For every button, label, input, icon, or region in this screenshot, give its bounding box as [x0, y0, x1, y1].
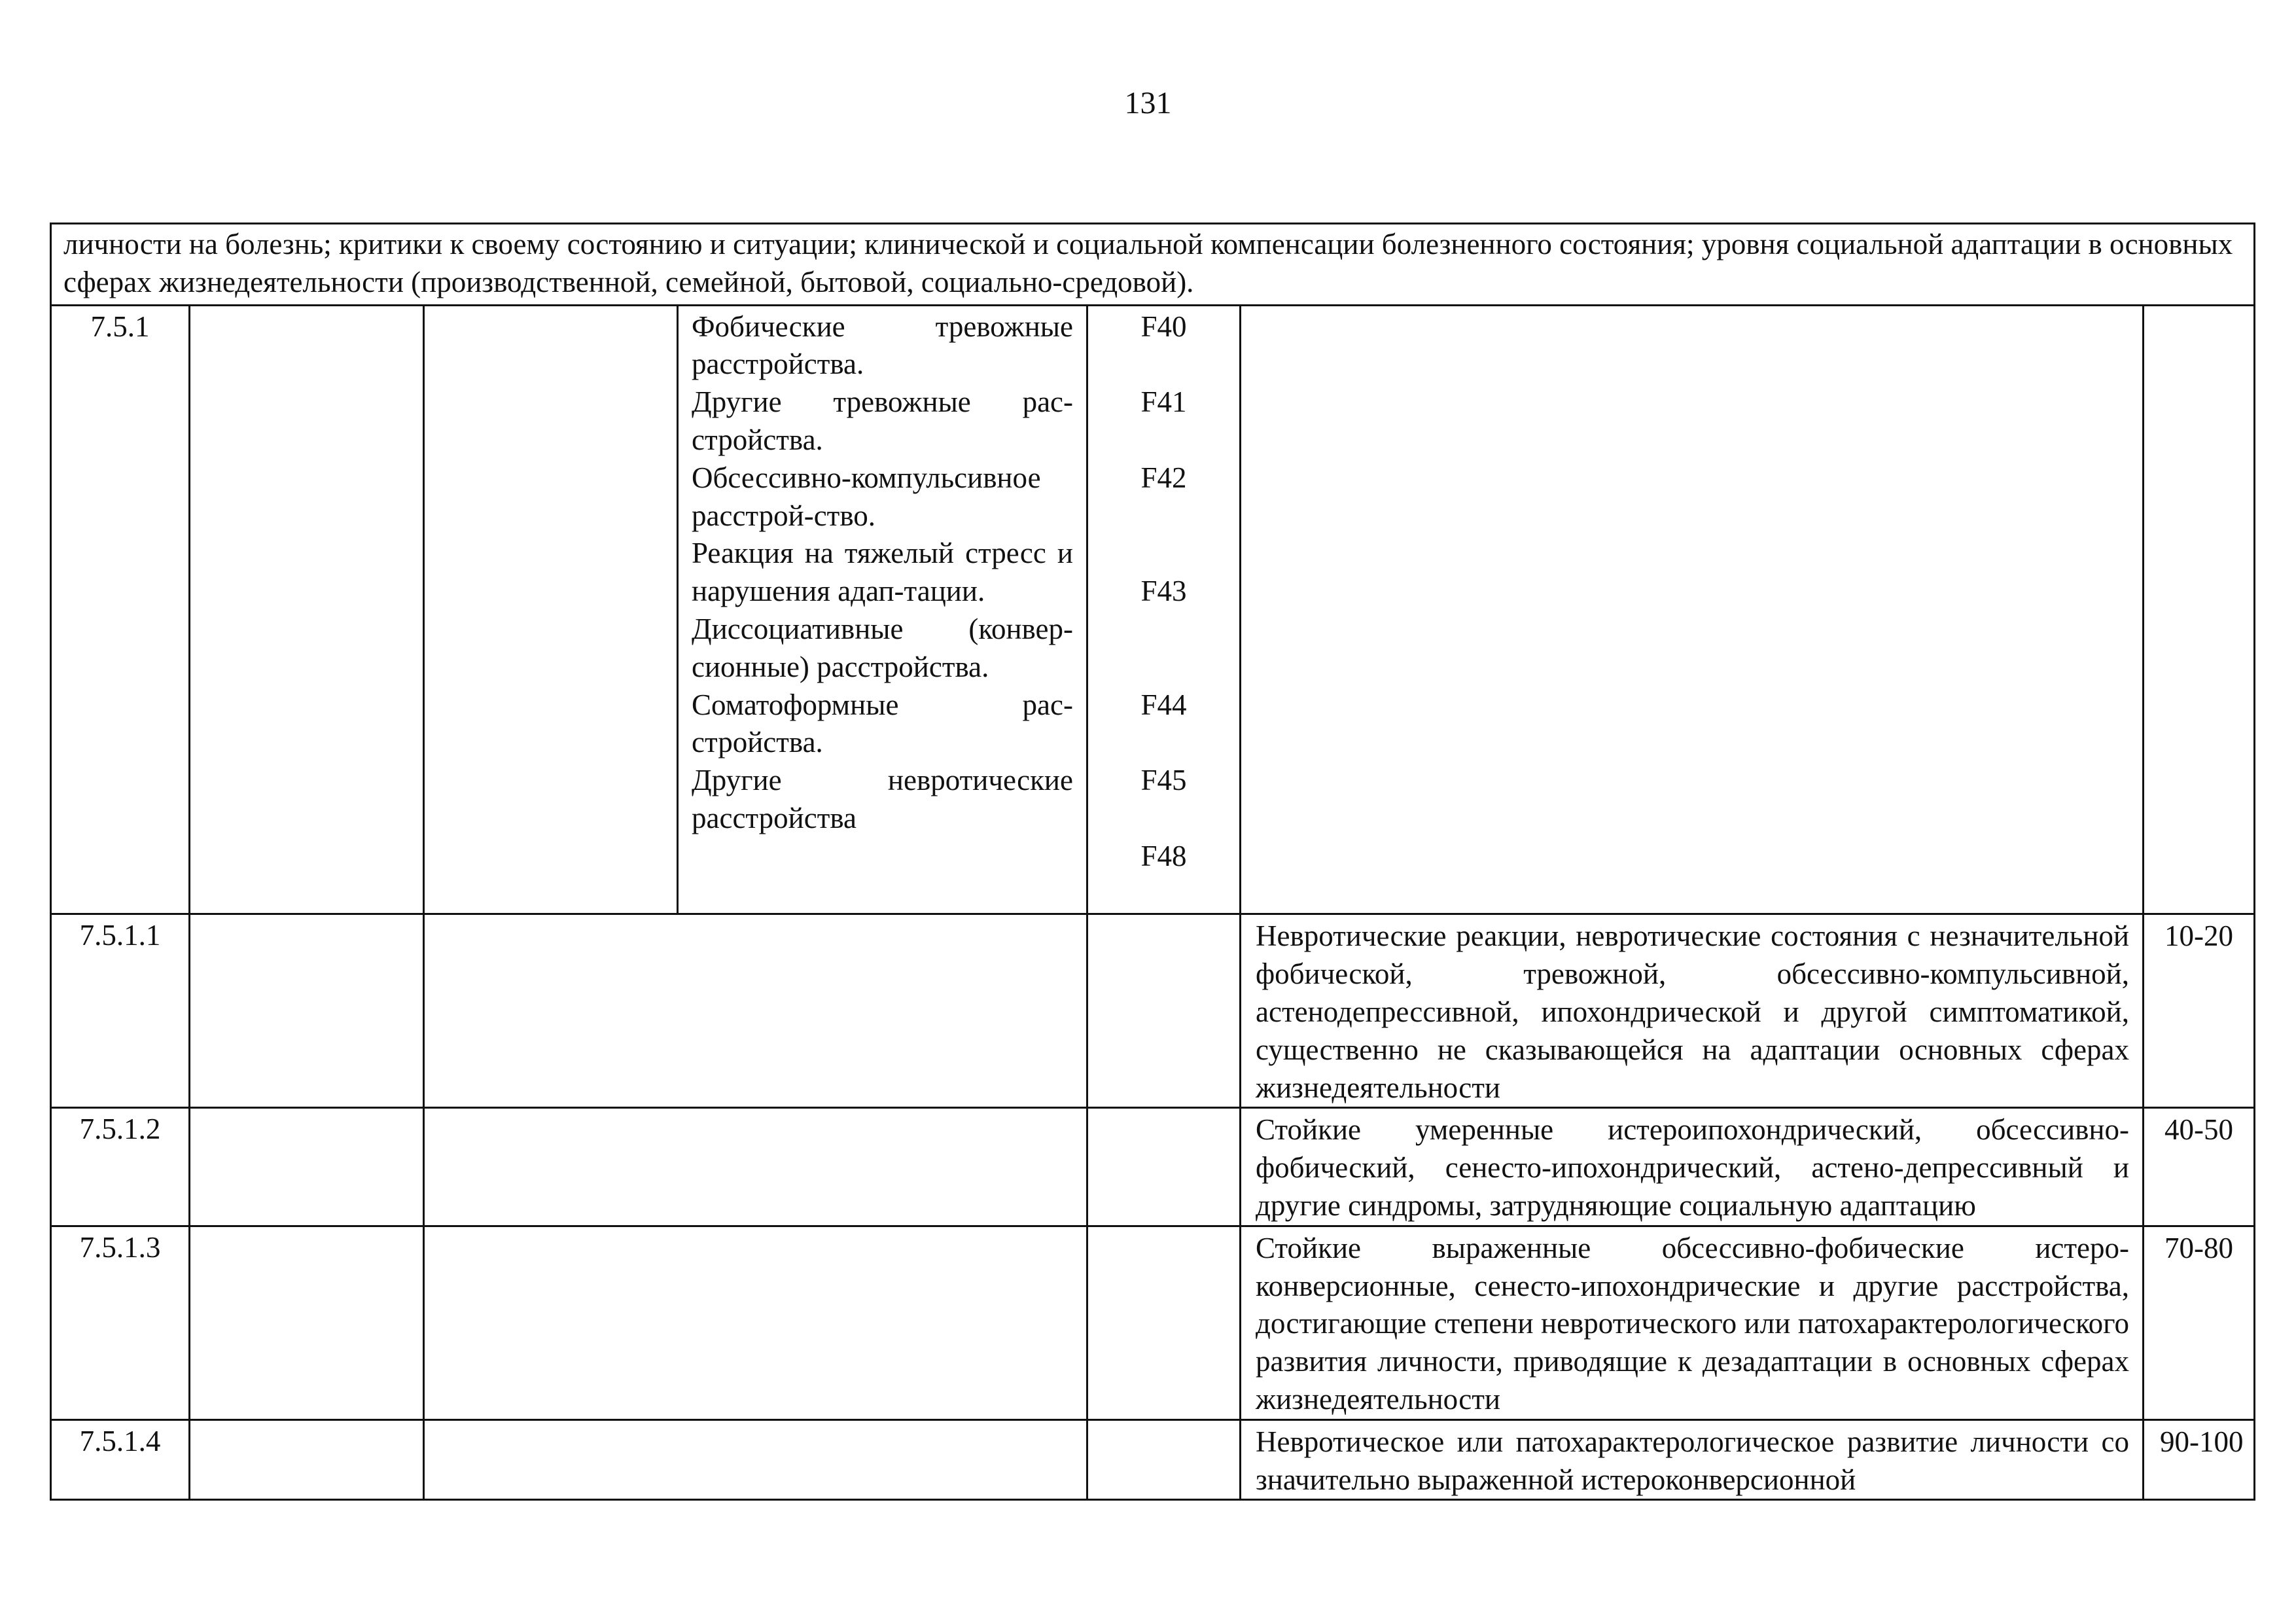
empty-cell	[1087, 914, 1241, 1108]
criteria-description: Стойкие умеренные истероипохондрический, обсессивно-фобический, сенесто-ипохондрический, астено-депрессивный и другие синдромы, затрудняющие социальную адаптацию	[1241, 1108, 2144, 1226]
table-row	[51, 1226, 2255, 1419]
icd-code: F40	[1140, 310, 1187, 343]
empty-cell	[1087, 1226, 1241, 1419]
table-row	[51, 305, 2255, 914]
diagnosis-name: Обсессивно-компульсивное расстрой-ство.	[692, 461, 1041, 532]
empty-cell	[1241, 305, 2144, 914]
diagnosis-name: Другие невротические расстройства	[692, 764, 1073, 834]
icd-code: F41	[1140, 385, 1187, 419]
criteria-description: Стойкие выраженные обсессивно-фобические истеро-конверсионные, сенесто-ипохондрические и другие расстройства, достигающие степени невротического или патохарактерологического развития личности, приводящие к дезадаптации в основных сферах жизнедеятельности	[1241, 1226, 2144, 1419]
empty-cell	[190, 1419, 424, 1500]
empty-cell	[190, 1226, 424, 1419]
empty-cell	[1087, 1108, 1241, 1226]
impairment-table	[50, 223, 2255, 1501]
empty-cell	[424, 914, 1087, 1108]
diagnosis-name: Соматоформные рас-стройства.	[692, 688, 1073, 759]
criteria-description: Невротические реакции, невротические состояния с незначительной фобической, тревожной, обсессивно-компульсивной, астенодепрессивной, ипохондрической и другой симптоматикой, существенно не сказывающейся на адаптации основных сферах жизнедеятельности	[1241, 914, 2144, 1108]
icd-cell	[1087, 305, 1241, 914]
row-code: 7.5.1.2	[51, 1108, 190, 1226]
percent-range: 90-100	[2144, 1419, 2255, 1500]
empty-cell	[190, 1108, 424, 1226]
row-code: 7.5.1	[51, 305, 190, 914]
percent-range: 10-20	[2144, 914, 2255, 1108]
table-row	[51, 914, 2255, 1108]
diagnosis-name: Фобические тревожные расстройства.	[692, 310, 1073, 381]
empty-cell	[424, 1419, 1087, 1500]
empty-cell	[424, 1226, 1087, 1419]
percent-range: 70-80	[2144, 1226, 2255, 1419]
diagnosis-name: Реакция на тяжелый стресс и нарушения адап-тации.	[692, 537, 1073, 608]
criteria-description: Невротическое или патохарактерологическое развитие личности со значительно выраженной истероконверсионной	[1241, 1419, 2144, 1500]
icd-code: F44	[1140, 688, 1187, 721]
intro-text: личности на болезнь; критики к своему состоянию и ситуации; клинической и социальной компенсации болезненного состояния; уровня социальной адаптации в основных сферах жизнедеятельности (производственной, семейной, бытовой, социально-средовой).	[51, 224, 2255, 306]
percent-range: 40-50	[2144, 1108, 2255, 1226]
empty-cell	[190, 914, 424, 1108]
icd-code: F42	[1140, 461, 1187, 494]
intro-row	[51, 224, 2255, 306]
row-code: 7.5.1.1	[51, 914, 190, 1108]
icd-code: F43	[1140, 575, 1187, 608]
page-number: 131	[1124, 86, 1172, 120]
empty-cell	[1087, 1419, 1241, 1500]
empty-cell	[424, 1108, 1087, 1226]
row-code: 7.5.1.4	[51, 1419, 190, 1500]
diagnosis-name: Диссоциативные (конвер-сионные) расстройства.	[692, 612, 1073, 683]
icd-code: F45	[1140, 764, 1187, 797]
table-row	[51, 1108, 2255, 1226]
diagnosis-cell	[678, 305, 1087, 914]
empty-cell	[424, 305, 678, 914]
diagnosis-name: Другие тревожные рас-стройства.	[692, 385, 1073, 456]
empty-cell	[190, 305, 424, 914]
icd-code: F48	[1140, 839, 1187, 872]
row-code: 7.5.1.3	[51, 1226, 190, 1419]
table-row	[51, 1419, 2255, 1500]
empty-cell	[2144, 305, 2255, 914]
